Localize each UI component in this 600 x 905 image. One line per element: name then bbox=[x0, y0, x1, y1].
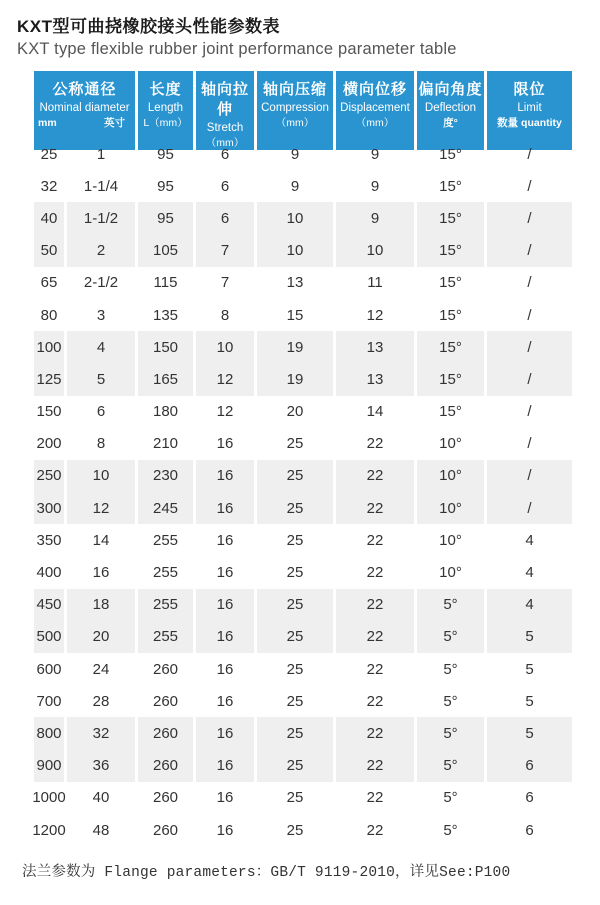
table-cell: 50 bbox=[34, 235, 64, 267]
table-cell: 12 bbox=[196, 363, 254, 395]
table-cell: 5 bbox=[487, 717, 572, 749]
header-zh-label: 限位 bbox=[513, 81, 546, 98]
table-cell: 15° bbox=[439, 306, 462, 324]
table-cell: 180 bbox=[152, 403, 179, 421]
table-cell: 13 bbox=[336, 363, 414, 395]
table-cell: 150 bbox=[138, 331, 193, 363]
table-cell: 14 bbox=[366, 403, 384, 421]
table-cell: 15° bbox=[439, 274, 462, 292]
header-en-label: Length bbox=[147, 102, 184, 114]
table-cell: 260 bbox=[152, 660, 179, 678]
table-cell: 22 bbox=[366, 821, 384, 839]
table-cell: 15° bbox=[417, 363, 484, 395]
header-zh-label: 轴向压缩 bbox=[262, 81, 327, 98]
table-cell: 6 bbox=[220, 145, 230, 163]
table-cell: 13 bbox=[336, 331, 414, 363]
table-cell: 135 bbox=[152, 306, 179, 324]
table-cell: 40 bbox=[34, 202, 64, 234]
table-cell: 28 bbox=[92, 692, 110, 710]
table-cell: 15° bbox=[417, 202, 484, 234]
header-unit-mm: mm bbox=[38, 117, 57, 129]
table-cell: 5° bbox=[417, 621, 484, 653]
table-cell: 11 bbox=[367, 274, 383, 292]
table-row bbox=[34, 396, 572, 428]
header-en-label: Stretch bbox=[206, 122, 244, 134]
table-cell: 16 bbox=[196, 750, 254, 782]
table-row bbox=[34, 782, 572, 814]
table-cell: 25 bbox=[40, 145, 58, 163]
table-cell: 95 bbox=[138, 202, 193, 234]
table-cell: 10° bbox=[439, 564, 462, 582]
table-cell: 19 bbox=[257, 331, 333, 363]
table-cell: 5° bbox=[443, 692, 458, 710]
table-row bbox=[34, 717, 572, 749]
table-row bbox=[34, 492, 572, 524]
table-cell: 22 bbox=[336, 460, 414, 492]
title-block bbox=[17, 16, 577, 59]
table-cell: 6 bbox=[220, 177, 230, 195]
table-row bbox=[34, 267, 572, 299]
table-cell: 8 bbox=[220, 306, 230, 324]
table-row bbox=[34, 556, 572, 588]
header-zh-label: 横向位移 bbox=[342, 81, 407, 98]
table-cell: 22 bbox=[366, 435, 384, 453]
table-cell: 25 bbox=[286, 821, 304, 839]
table-cell: 8 bbox=[96, 435, 106, 453]
table-cell: 5° bbox=[443, 789, 458, 807]
table-cell: 25 bbox=[286, 435, 304, 453]
table-cell: 32 bbox=[40, 177, 58, 195]
table-cell: 4 bbox=[487, 589, 572, 621]
table-cell: 25 bbox=[286, 692, 304, 710]
table-cell: 25 bbox=[257, 460, 333, 492]
table-cell: / bbox=[527, 403, 532, 421]
table-cell: 15° bbox=[439, 177, 462, 195]
table-cell: 16 bbox=[216, 821, 234, 839]
table-row bbox=[34, 621, 572, 653]
table-row bbox=[34, 685, 572, 717]
table-cell: / bbox=[527, 274, 532, 292]
table-cell: 260 bbox=[138, 750, 193, 782]
table-cell: 16 bbox=[216, 789, 234, 807]
table-cell: 22 bbox=[336, 589, 414, 621]
table-cell: 95 bbox=[157, 145, 174, 163]
table-cell: 210 bbox=[152, 435, 179, 453]
table-row bbox=[34, 589, 572, 621]
table-cell: 10° bbox=[417, 460, 484, 492]
table-cell: 230 bbox=[138, 460, 193, 492]
table-cell: 24 bbox=[92, 660, 110, 678]
table-cell: 16 bbox=[216, 692, 234, 710]
table-cell: / bbox=[487, 331, 572, 363]
table-cell: 6 bbox=[96, 403, 106, 421]
table-row bbox=[34, 363, 572, 395]
table-cell: 5° bbox=[417, 717, 484, 749]
table-cell: 260 bbox=[152, 821, 179, 839]
table-cell: 4 bbox=[67, 331, 135, 363]
table-cell: 25 bbox=[257, 621, 333, 653]
table-cell: 22 bbox=[336, 621, 414, 653]
table-cell: 260 bbox=[138, 717, 193, 749]
table-cell: 16 bbox=[196, 589, 254, 621]
table-cell: 4 bbox=[525, 531, 534, 549]
header-en-label: Displacement bbox=[340, 102, 410, 114]
header-en-label: Compression bbox=[261, 102, 329, 114]
table-cell: 9 bbox=[336, 202, 414, 234]
table-cell: 10° bbox=[439, 435, 462, 453]
table-cell: 7 bbox=[196, 235, 254, 267]
page-title-zh: KXT型可曲挠橡胶接头性能参数表 bbox=[17, 17, 280, 36]
table-cell: 16 bbox=[216, 435, 234, 453]
table-row bbox=[34, 428, 572, 460]
table-cell: 9 bbox=[370, 145, 380, 163]
table-cell: 16 bbox=[216, 564, 234, 582]
table-cell: / bbox=[527, 145, 532, 163]
table-cell: 100 bbox=[34, 331, 64, 363]
header-unit: （mm） bbox=[275, 117, 315, 129]
table-cell: 10° bbox=[439, 531, 462, 549]
table-cell: 4 bbox=[525, 564, 534, 582]
table-cell: 19 bbox=[257, 363, 333, 395]
header-zh-label: 长度 bbox=[149, 81, 182, 98]
table-cell: 400 bbox=[36, 564, 62, 582]
table-cell: 800 bbox=[34, 717, 64, 749]
table-cell: 1 bbox=[96, 145, 106, 163]
table-body bbox=[34, 138, 572, 846]
table-cell: 1200 bbox=[32, 821, 66, 839]
table-cell: 10 bbox=[67, 460, 135, 492]
table-cell: / bbox=[487, 235, 572, 267]
table-row bbox=[34, 170, 572, 202]
table-cell: 150 bbox=[36, 403, 62, 421]
table-row bbox=[34, 235, 572, 267]
table-cell: 5° bbox=[417, 750, 484, 782]
table-cell: 6 bbox=[196, 202, 254, 234]
parameter-table bbox=[34, 71, 572, 846]
table-cell: 350 bbox=[36, 531, 62, 549]
table-cell: 6 bbox=[487, 750, 572, 782]
table-cell: 10 bbox=[257, 235, 333, 267]
table-cell: 16 bbox=[216, 660, 234, 678]
table-cell: / bbox=[487, 202, 572, 234]
table-cell: 10 bbox=[336, 235, 414, 267]
table-header bbox=[34, 71, 572, 149]
table-cell: 200 bbox=[36, 435, 62, 453]
table-cell: / bbox=[487, 492, 572, 524]
table-cell: 16 bbox=[216, 531, 234, 549]
table-cell: 25 bbox=[286, 789, 304, 807]
table-cell: 15° bbox=[417, 331, 484, 363]
table-cell: 9 bbox=[290, 145, 300, 163]
header-unit: 度° bbox=[443, 117, 458, 129]
table-cell: 16 bbox=[196, 460, 254, 492]
table-cell: 125 bbox=[34, 363, 64, 395]
header-zh-label: 轴向拉伸 bbox=[200, 81, 249, 118]
table-cell: 25 bbox=[286, 660, 304, 678]
table-row bbox=[34, 299, 572, 331]
footer-note: 法兰参数为 Flange parameters：GB/T 9119-2010，详见See:P100 bbox=[22, 865, 511, 881]
table-cell: / bbox=[527, 177, 532, 195]
table-row bbox=[34, 460, 572, 492]
table-cell: 260 bbox=[152, 692, 179, 710]
table-cell: 25 bbox=[286, 564, 304, 582]
table-cell: 255 bbox=[138, 589, 193, 621]
table-cell: 20 bbox=[286, 403, 304, 421]
table-cell: 5° bbox=[417, 589, 484, 621]
table-cell: 700 bbox=[36, 692, 62, 710]
table-cell: 15 bbox=[286, 306, 304, 324]
table-cell: 115 bbox=[153, 274, 178, 292]
table-cell: 40 bbox=[92, 789, 110, 807]
table-cell: 36 bbox=[67, 750, 135, 782]
table-cell: 5° bbox=[443, 660, 458, 678]
table-cell: / bbox=[527, 306, 532, 324]
table-cell: 1000 bbox=[32, 789, 66, 807]
table-cell: 22 bbox=[366, 531, 384, 549]
table-cell: 600 bbox=[36, 660, 62, 678]
table-cell: 250 bbox=[34, 460, 64, 492]
table-row bbox=[34, 653, 572, 685]
table-row bbox=[34, 524, 572, 556]
table-cell: 2-1/2 bbox=[83, 274, 119, 292]
table-cell: 5 bbox=[525, 692, 534, 710]
header-en-label: Limit bbox=[517, 102, 542, 114]
table-cell: 2 bbox=[67, 235, 135, 267]
table-cell: 15° bbox=[439, 403, 462, 421]
table-cell: 1-1/2 bbox=[67, 202, 135, 234]
table-cell: 22 bbox=[366, 789, 384, 807]
table-cell: 5° bbox=[443, 821, 458, 839]
table-cell: 9 bbox=[290, 177, 300, 195]
table-cell: 16 bbox=[196, 621, 254, 653]
header-unit: （mm） bbox=[205, 137, 245, 149]
table-cell: 245 bbox=[138, 492, 193, 524]
table-row bbox=[34, 814, 572, 846]
table-cell: 25 bbox=[286, 531, 304, 549]
table-cell: 22 bbox=[366, 660, 384, 678]
table-cell: 25 bbox=[257, 717, 333, 749]
table-cell: 16 bbox=[196, 717, 254, 749]
table-row bbox=[34, 331, 572, 363]
table-cell: 900 bbox=[34, 750, 64, 782]
header-unit-row bbox=[34, 116, 135, 130]
table-cell: 13 bbox=[286, 274, 304, 292]
table-cell: 12 bbox=[67, 492, 135, 524]
table-cell: 12 bbox=[366, 306, 384, 324]
table-cell: 6 bbox=[525, 789, 534, 807]
header-unit: 数量 quantity bbox=[497, 117, 562, 129]
table-cell: 6 bbox=[525, 821, 534, 839]
header-en-label: Deflection bbox=[424, 102, 477, 114]
table-row bbox=[34, 750, 572, 782]
table-cell: / bbox=[487, 460, 572, 492]
table-cell: 10° bbox=[417, 492, 484, 524]
header-unit: L（mm） bbox=[143, 117, 188, 129]
table-row bbox=[34, 138, 572, 170]
table-cell: 48 bbox=[92, 821, 110, 839]
table-cell: / bbox=[487, 363, 572, 395]
table-cell: 10 bbox=[257, 202, 333, 234]
table-cell: 80 bbox=[40, 306, 58, 324]
table-cell: 22 bbox=[336, 717, 414, 749]
table-cell: 22 bbox=[366, 564, 384, 582]
table-cell: 500 bbox=[34, 621, 64, 653]
header-zh-label: 公称通径 bbox=[52, 81, 117, 98]
table-cell: 25 bbox=[257, 492, 333, 524]
table-cell: 16 bbox=[196, 492, 254, 524]
table-cell: 260 bbox=[152, 789, 179, 807]
table-cell: 3 bbox=[96, 306, 106, 324]
table-row bbox=[34, 202, 572, 234]
table-cell: 22 bbox=[336, 750, 414, 782]
table-cell: 16 bbox=[92, 564, 110, 582]
table-cell: 5 bbox=[487, 621, 572, 653]
table-cell: 25 bbox=[257, 589, 333, 621]
table-cell: 25 bbox=[257, 750, 333, 782]
table-cell: 32 bbox=[67, 717, 135, 749]
table-cell: 1-1/4 bbox=[83, 177, 119, 195]
table-cell: 20 bbox=[67, 621, 135, 653]
table-cell: 165 bbox=[138, 363, 193, 395]
table-cell: 18 bbox=[67, 589, 135, 621]
table-cell: 9 bbox=[370, 177, 380, 195]
table-cell: 105 bbox=[138, 235, 193, 267]
table-cell: 300 bbox=[34, 492, 64, 524]
table-cell: 22 bbox=[366, 692, 384, 710]
table-cell: 15° bbox=[417, 235, 484, 267]
table-cell: 5 bbox=[67, 363, 135, 395]
header-unit: （mm） bbox=[355, 117, 395, 129]
table-cell: 5 bbox=[525, 660, 534, 678]
page-title-en: KXT type flexible rubber joint performance parameter table bbox=[17, 40, 457, 58]
table-cell: / bbox=[527, 435, 532, 453]
header-unit-inch: 英寸 bbox=[104, 117, 125, 129]
header-zh-label: 偏向角度 bbox=[418, 81, 483, 98]
table-cell: 14 bbox=[92, 531, 110, 549]
table-cell: 10 bbox=[196, 331, 254, 363]
table-cell: 450 bbox=[34, 589, 64, 621]
table-cell: 255 bbox=[152, 531, 179, 549]
table-cell: 95 bbox=[157, 177, 174, 195]
table-cell: 255 bbox=[138, 621, 193, 653]
table-cell: 15° bbox=[439, 145, 462, 163]
table-cell: 7 bbox=[220, 274, 230, 292]
table-cell: 22 bbox=[336, 492, 414, 524]
table-cell: 65 bbox=[40, 274, 58, 292]
table-cell: 255 bbox=[152, 564, 179, 582]
header-en-label: Nominal diameter bbox=[39, 102, 130, 114]
table-cell: 12 bbox=[216, 403, 234, 421]
